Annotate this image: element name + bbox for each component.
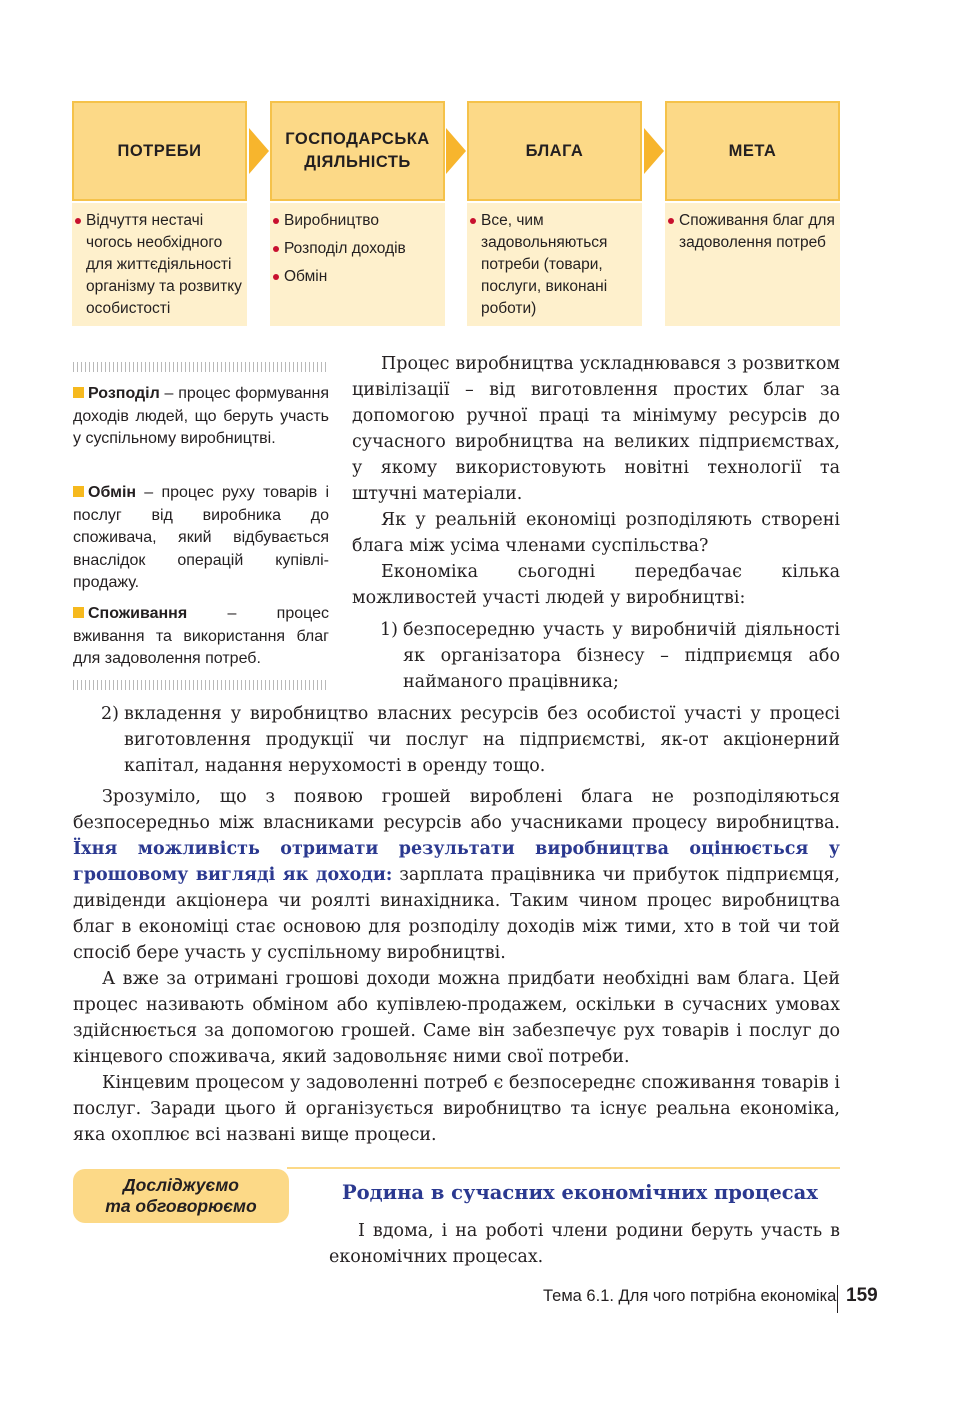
- desc-goods: [467, 203, 642, 326]
- list-item: 1) безпосередню участь у виробничій діяльності як організатора бізнесу – підприємця або найманого працівника;: [380, 620, 840, 692]
- paragraph: Зрозуміло, що з появою грошей вироблені блага не розподіляються безпосередньо між власниками ресурсів або учасниками процесу виробництва. Їхня можливість отримати результати виробництва оцінюється у грошовому вигляді як доходи: зарплата працівника чи прибуток підприємця, дивіденди акціонера чи роялті винахідника. Таким чином процес виробництва благ в економіці стає основою для розподілу доходів між тими, хто в той чи той спосіб бере участь у суспільному виробництві.: [73, 787, 840, 963]
- list-item: Споживання благ для задоволення потреб: [679, 210, 836, 254]
- section-rule: [287, 1167, 840, 1169]
- list-item: Все, чим задовольняються потреби (товари, послуги, виконані роботи): [481, 210, 638, 320]
- paragraph: Економіка сьогодні передбачає кілька можливостей участі людей у виробництві:: [352, 562, 840, 608]
- section-title: Родина в сучасних економічних процесах: [342, 1181, 818, 1204]
- paragraph: А вже за отримані грошові доходи можна придбати необхідні вам блага. Цей процес називають обміном або купівлею-продажем, оскільки в сучасних умовах здійснюється за допомогою грошей. Саме він забезпечує рух товарів і послуг до кінцевого споживача, який задовольняє ними свої потреби.: [73, 969, 840, 1067]
- highlighted-text: Їхня можливість отримати результати виробництва оцінюється у грошовому вигляді як доходи:: [73, 839, 840, 885]
- list-item: Виробництво: [284, 210, 441, 232]
- footer-divider: [837, 1285, 838, 1313]
- arrow-right-icon: [249, 128, 269, 174]
- desc-needs: [72, 203, 247, 326]
- divider: [73, 680, 329, 690]
- research-label: Досліджуємо та обговорюємо: [73, 1169, 289, 1223]
- arrow-right-icon: [644, 128, 664, 174]
- box-economic-activity: ГОСПОДАРСЬКА ДІЯЛЬНІСТЬ: [270, 101, 445, 201]
- main-text-full: [73, 784, 840, 1148]
- list-item: Відчуття нестачі чогось необхідного для життєдіяльності організму та розвитку особистості: [86, 210, 243, 320]
- square-bullet-icon: [73, 387, 84, 398]
- box-goal: МЕТА: [665, 101, 840, 201]
- box-goods: БЛАГА: [467, 101, 642, 201]
- list-item: Обмін: [284, 266, 441, 288]
- square-bullet-icon: [73, 607, 84, 618]
- page-number: 159: [846, 1285, 878, 1306]
- paragraph: І вдома, і на роботі члени родини беруть участь в економічних процесах.: [329, 1221, 840, 1267]
- arrow-right-icon: [446, 128, 466, 174]
- box-needs: ПОТРЕБИ: [72, 101, 247, 201]
- divider: [73, 362, 329, 372]
- paragraph: Як у реальній економіці розподіляють створені блага між усіма членами суспільства?: [352, 510, 840, 556]
- paragraph: Процес виробництва ускладнювався з розвитком цивілізації – від виготовлення простих благ за допомогою ручної праці та мінімуму ресурсів до сучасного виробництва на великих підприємствах, у якому використовують новітні технології та штучні матеріали.: [352, 354, 840, 504]
- list-item: Розподіл доходів: [284, 238, 441, 260]
- list-item: 2) вкладення у виробництво власних ресурсів без особистої участі у процесі виготовлення продукції чи послуг на підприємстві, як-от акціонерний капітал, надання нерухомості в оренду тощо.: [101, 704, 840, 776]
- definition-consumption: Споживання – процес вживання та використання благ для задоволення потреб.: [73, 605, 329, 667]
- paragraph: Кінцевим процесом у задоволенні потреб є безпосереднє споживання товарів і послуг. Заради цього й організується виробництво та існує реальна економіка, яка охоплює всі названі вище процеси.: [73, 1073, 840, 1145]
- desc-economic-activity: [270, 203, 445, 326]
- footer-topic: Тема 6.1. Для чого потрібна економіка: [543, 1287, 837, 1305]
- definition-exchange: Обмін – процес руху товарів і послуг від виробника до споживача, який відбувається внаслідок операцій купівлі-продажу.: [73, 484, 329, 591]
- definition-distribution: Розподіл – процес формування доходів людей, що беруть участь у суспільному виробництві.: [73, 385, 329, 447]
- main-text-column: [352, 351, 840, 611]
- desc-goal: [665, 203, 840, 326]
- square-bullet-icon: [73, 486, 84, 497]
